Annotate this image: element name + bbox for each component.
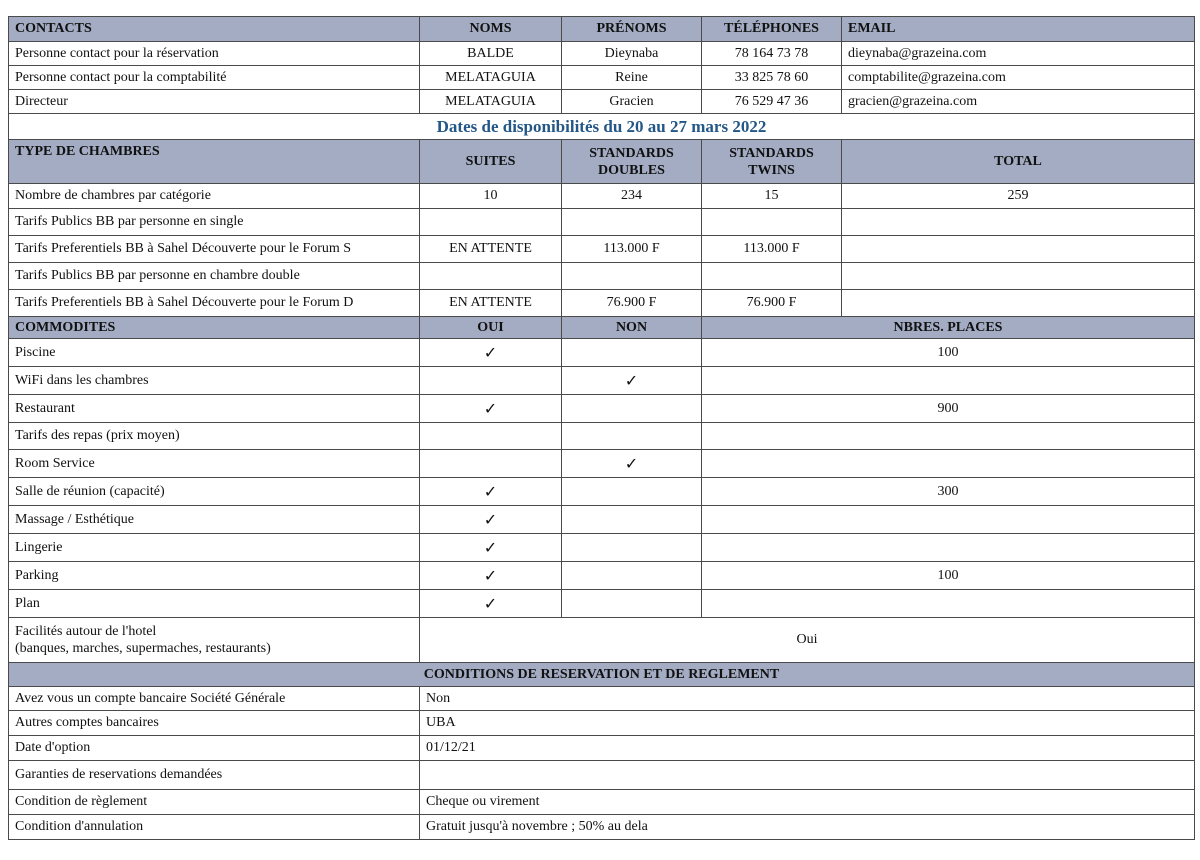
condition-value: Gratuit jusqu'à novembre ; 50% au dela (420, 815, 1195, 840)
commodite-places: 100 (702, 562, 1195, 590)
type-chambres-header: TYPE DE CHAMBRES (9, 140, 420, 184)
commodite-label: Lingerie (9, 534, 420, 562)
condition-value: 01/12/21 (420, 736, 1195, 761)
chambre-suites: 10 (420, 184, 562, 209)
table-row (9, 209, 1195, 236)
contact-email: dieynaba@grazeina.com (842, 42, 1195, 66)
check-icon: ✓ (562, 367, 702, 395)
commodite-label: Restaurant (9, 395, 420, 423)
condition-label: Condition de règlement (9, 790, 420, 815)
commodite-places (702, 590, 1195, 618)
chambre-total (842, 209, 1195, 236)
condition-value: UBA (420, 711, 1195, 736)
check-icon (562, 339, 702, 367)
table-row (9, 423, 1195, 450)
chambre-label: Tarifs Preferentiels BB à Sahel Découverte pour le Forum S (9, 236, 420, 263)
table-row (9, 90, 1195, 114)
check-icon: ✓ (420, 339, 562, 367)
commodite-label: Tarifs des repas (prix moyen) (9, 423, 420, 450)
email-header: EMAIL (842, 17, 1195, 42)
commodite-places: 900 (702, 395, 1195, 423)
chambre-twins: 113.000 F (702, 236, 842, 263)
condition-value: Non (420, 687, 1195, 711)
table-row (9, 736, 1195, 761)
contact-email: comptabilite@grazeina.com (842, 66, 1195, 90)
commodite-label: Salle de réunion (capacité) (9, 478, 420, 506)
standards-doubles-header: STANDARDS DOUBLES (562, 140, 702, 184)
chambre-doubles (562, 209, 702, 236)
condition-label: Condition d'annulation (9, 815, 420, 840)
chambre-total (842, 290, 1195, 317)
chambres-header-row (9, 140, 1195, 184)
commodite-label: Room Service (9, 450, 420, 478)
commodite-label: Plan (9, 590, 420, 618)
commodite-label: WiFi dans les chambres (9, 367, 420, 395)
contact-prenom: Dieynaba (562, 42, 702, 66)
check-icon (420, 423, 562, 450)
check-icon (562, 478, 702, 506)
table-row (9, 562, 1195, 590)
commodite-places: 100 (702, 339, 1195, 367)
facilites-value: Oui (420, 618, 1195, 663)
chambre-doubles: 113.000 F (562, 236, 702, 263)
total-header: TOTAL (842, 140, 1195, 184)
contact-label: Directeur (9, 90, 420, 114)
contact-email: gracien@grazeina.com (842, 90, 1195, 114)
chambre-suites: EN ATTENTE (420, 236, 562, 263)
chambre-twins: 15 (702, 184, 842, 209)
table-row (9, 790, 1195, 815)
chambre-suites: EN ATTENTE (420, 290, 562, 317)
chambre-label: Nombre de chambres par catégorie (9, 184, 420, 209)
contacts-header: CONTACTS (9, 17, 420, 42)
contact-prenom: Reine (562, 66, 702, 90)
check-icon: ✓ (420, 506, 562, 534)
contact-label: Personne contact pour la réservation (9, 42, 420, 66)
chambre-doubles: 76.900 F (562, 290, 702, 317)
table-row (9, 66, 1195, 90)
table-row (9, 395, 1195, 423)
table-row (9, 687, 1195, 711)
conditions-header-row (9, 663, 1195, 687)
commodites-header-row (9, 317, 1195, 339)
conditions-header: CONDITIONS DE RESERVATION ET DE REGLEMENT (9, 663, 1195, 687)
hotel-info-table (8, 16, 1195, 840)
check-icon: ✓ (420, 534, 562, 562)
commodite-places (702, 423, 1195, 450)
table-row (9, 42, 1195, 66)
condition-label: Garanties de reservations demandées (9, 761, 420, 790)
contact-tel: 76 529 47 36 (702, 90, 842, 114)
oui-header: OUI (420, 317, 562, 339)
noms-header: NOMS (420, 17, 562, 42)
check-icon: ✓ (420, 395, 562, 423)
contact-prenom: Gracien (562, 90, 702, 114)
contact-tel: 78 164 73 78 (702, 42, 842, 66)
chambre-total: 259 (842, 184, 1195, 209)
contact-nom: MELATAGUIA (420, 66, 562, 90)
chambre-label: Tarifs Preferentiels BB à Sahel Découverte pour le Forum D (9, 290, 420, 317)
check-icon (562, 423, 702, 450)
chambre-twins (702, 263, 842, 290)
chambre-suites (420, 263, 562, 290)
check-icon: ✓ (562, 450, 702, 478)
table-row (9, 506, 1195, 534)
table-row (9, 367, 1195, 395)
chambre-label: Tarifs Publics BB par personne en single (9, 209, 420, 236)
table-row (9, 590, 1195, 618)
table-row (9, 761, 1195, 790)
commodite-places (702, 367, 1195, 395)
commodite-places: 300 (702, 478, 1195, 506)
contacts-header-row (9, 17, 1195, 42)
dates-banner-row (9, 114, 1195, 140)
non-header: NON (562, 317, 702, 339)
chambre-twins: 76.900 F (702, 290, 842, 317)
condition-label: Avez vous un compte bancaire Société Générale (9, 687, 420, 711)
facilites-row (9, 618, 1195, 663)
check-icon: ✓ (420, 562, 562, 590)
check-icon (562, 562, 702, 590)
commodite-label: Parking (9, 562, 420, 590)
table-row (9, 450, 1195, 478)
chambre-label: Tarifs Publics BB par personne en chambre double (9, 263, 420, 290)
telephones-header: TÉLÉPHONES (702, 17, 842, 42)
contact-nom: MELATAGUIA (420, 90, 562, 114)
check-icon (420, 367, 562, 395)
commodite-label: Massage / Esthétique (9, 506, 420, 534)
check-icon (420, 450, 562, 478)
check-icon (562, 395, 702, 423)
chambre-twins (702, 209, 842, 236)
table-row (9, 236, 1195, 263)
condition-value: Cheque ou virement (420, 790, 1195, 815)
table-row (9, 263, 1195, 290)
commodite-label: Piscine (9, 339, 420, 367)
chambre-total (842, 236, 1195, 263)
commodites-header: COMMODITES (9, 317, 420, 339)
contact-nom: BALDE (420, 42, 562, 66)
table-row (9, 290, 1195, 317)
check-icon (562, 590, 702, 618)
prenoms-header: PRÉNOMS (562, 17, 702, 42)
table-row (9, 478, 1195, 506)
chambre-doubles (562, 263, 702, 290)
facilites-label: Facilités autour de l'hotel (banques, marches, supermaches, restaurants) (9, 618, 420, 663)
commodite-places (702, 450, 1195, 478)
check-icon (562, 506, 702, 534)
contact-tel: 33 825 78 60 (702, 66, 842, 90)
table-row (9, 339, 1195, 367)
condition-value (420, 761, 1195, 790)
commodite-places (702, 534, 1195, 562)
check-icon: ✓ (420, 590, 562, 618)
commodite-places (702, 506, 1195, 534)
table-row (9, 184, 1195, 209)
condition-label: Date d'option (9, 736, 420, 761)
contact-label: Personne contact pour la comptabilité (9, 66, 420, 90)
chambre-suites (420, 209, 562, 236)
chambre-total (842, 263, 1195, 290)
suites-header: SUITES (420, 140, 562, 184)
dates-banner: Dates de disponibilités du 20 au 27 mars 2022 (9, 114, 1195, 140)
standards-twins-header: STANDARDS TWINS (702, 140, 842, 184)
check-icon (562, 534, 702, 562)
check-icon: ✓ (420, 478, 562, 506)
nbres-places-header: NBRES. PLACES (702, 317, 1195, 339)
table-row (9, 534, 1195, 562)
table-row (9, 711, 1195, 736)
condition-label: Autres comptes bancaires (9, 711, 420, 736)
table-row (9, 815, 1195, 840)
chambre-doubles: 234 (562, 184, 702, 209)
